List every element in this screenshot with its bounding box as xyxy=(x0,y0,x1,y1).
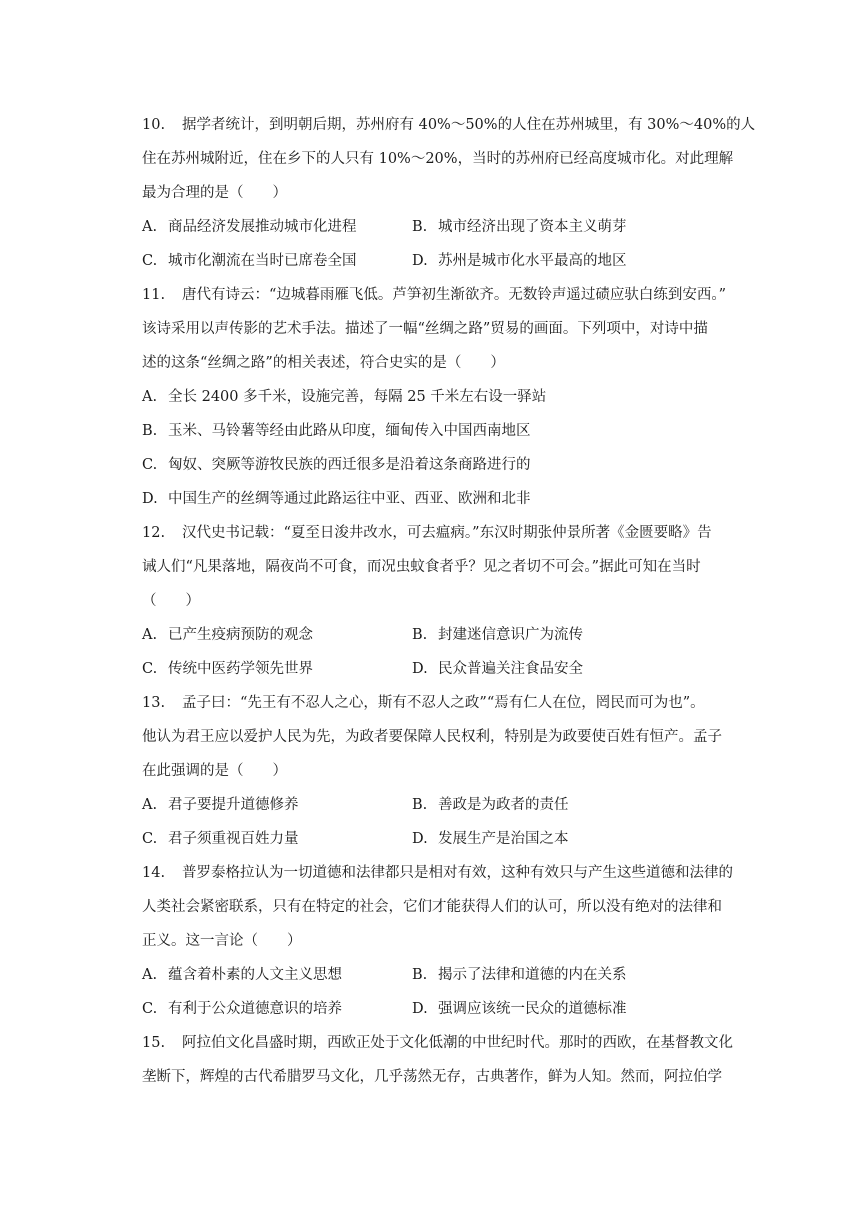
question-14-options-row-2 xyxy=(142,992,754,1026)
option-a[interactable]: A. 全长 2400 多千米，设施完善，每隔 25 千米左右设一驿站 xyxy=(142,389,547,405)
question-10-line-3: 最为合理的是（ ） xyxy=(142,185,287,201)
option-a[interactable]: A. 蕴含着朴素的人文主义思想 xyxy=(142,967,342,983)
question-list xyxy=(142,108,754,1094)
question-12-options-row-1 xyxy=(142,618,754,652)
question-text: 据学者统计，到明朝后期，苏州府有 40%～50%的人住在苏州城里，有 30%～40%的人 xyxy=(182,117,756,133)
question-12-options-row-2 xyxy=(142,652,754,686)
option-b[interactable]: B. 揭示了法律和道德的内在关系 xyxy=(412,967,627,983)
option-d[interactable]: D. 民众普遍关注食品安全 xyxy=(412,661,583,677)
question-14-line-3: 正义。这一言论（ ） xyxy=(142,933,302,949)
option-d[interactable]: D. 苏州是城市化水平最高的地区 xyxy=(412,253,627,269)
question-12-line-3: （ ） xyxy=(142,593,200,609)
question-13-line-3: 在此强调的是（ ） xyxy=(142,763,287,779)
option-c[interactable]: C. 君子须重视百姓力量 xyxy=(142,831,299,847)
question-15-line-2: 垄断下，辉煌的古代希腊罗马文化，几乎荡然无存，古典著作，鲜为人知。然而，阿拉伯学 xyxy=(142,1069,722,1085)
question-10-options-row-2 xyxy=(142,244,754,278)
question-text: 普罗泰格拉认为一切道德和法律都只是相对有效，这种有效只与产生这些道德和法律的 xyxy=(182,865,733,881)
option-b[interactable]: B. 封建迷信意识广为流传 xyxy=(412,627,583,643)
question-11-line-1 xyxy=(142,278,754,312)
question-15-line-1 xyxy=(142,1026,754,1060)
question-10-options-row-1 xyxy=(142,210,754,244)
question-number: 13. xyxy=(142,695,166,711)
question-13-options-row-1 xyxy=(142,788,754,822)
option-d[interactable]: D. 发展生产是治国之本 xyxy=(412,831,569,847)
question-text: 汉代史书记载：“夏至日浚井改水，可去瘟病。”东汉时期张仲景所著《金匮要略》告 xyxy=(182,525,712,541)
question-number: 10. xyxy=(142,117,166,133)
option-c[interactable]: C. 传统中医药学领先世界 xyxy=(142,661,313,677)
option-a[interactable]: A. 已产生疫病预防的观念 xyxy=(142,627,313,643)
question-number: 15. xyxy=(142,1035,166,1051)
option-c[interactable]: C. 有利于公众道德意识的培养 xyxy=(142,1001,342,1017)
option-b[interactable]: B. 城市经济出现了资本主义萌芽 xyxy=(412,219,627,235)
question-14-line-1 xyxy=(142,856,754,890)
option-b[interactable]: B. 善政是为政者的责任 xyxy=(412,797,569,813)
question-text: 孟子曰：“先王有不忍人之心，斯有不忍人之政”“焉有仁人在位，罔民而可为也”。 xyxy=(182,695,705,711)
question-10-line-1 xyxy=(142,108,754,142)
question-number: 14. xyxy=(142,865,166,881)
option-c[interactable]: C. 匈奴、突厥等游牧民族的西迁很多是沿着这条商路进行的 xyxy=(142,457,531,473)
question-14-options-row-1 xyxy=(142,958,754,992)
option-b[interactable]: B. 玉米、马铃薯等经由此路从印度，缅甸传入中国西南地区 xyxy=(142,423,531,439)
question-text: 阿拉伯文化昌盛时期，西欧正处于文化低潮的中世纪时代。那时的西欧，在基督教文化 xyxy=(182,1035,733,1051)
question-13-line-2: 他认为君王应以爱护人民为先，为政者要保障人民权利，特别是为政要使百姓有恒产。孟子 xyxy=(142,729,722,745)
question-11-line-3: 述的这条“丝绸之路”的相关表述，符合史实的是（ ） xyxy=(142,355,505,371)
option-d[interactable]: D. 中国生产的丝绸等通过此路运往中亚、西亚、欧洲和北非 xyxy=(142,491,531,507)
option-a[interactable]: A. 商品经济发展推动城市化进程 xyxy=(142,219,357,235)
question-10-line-2: 住在苏州城附近，住在乡下的人只有 10%～20%，当时的苏州府已经高度城市化。对此理解 xyxy=(142,151,734,167)
question-number: 12. xyxy=(142,525,166,541)
question-number: 11. xyxy=(142,287,166,303)
option-d[interactable]: D. 强调应该统一民众的道德标准 xyxy=(412,1001,627,1017)
question-13-line-1 xyxy=(142,686,754,720)
question-text: 唐代有诗云：“边城暮雨雁飞低。芦笋初生渐欲齐。无数铃声遥过碛应驮白练到安西。” xyxy=(182,287,727,303)
question-11-line-2: 该诗采用以声传影的艺术手法。描述了一幅“丝绸之路”贸易的画面。下列项中，对诗中描 xyxy=(142,321,708,337)
option-c[interactable]: C. 城市化潮流在当时已席卷全国 xyxy=(142,253,357,269)
option-a[interactable]: A. 君子要提升道德修养 xyxy=(142,797,299,813)
question-13-options-row-2 xyxy=(142,822,754,856)
question-12-line-2: 诫人们“凡果落地，隔夜尚不可食，而况虫蚊食者乎？见之者切不可会。”据此可知在当时 xyxy=(142,559,701,575)
question-12-line-1 xyxy=(142,516,754,550)
question-14-line-2: 人类社会紧密联系，只有在特定的社会，它们才能获得人们的认可，所以没有绝对的法律和 xyxy=(142,899,722,915)
